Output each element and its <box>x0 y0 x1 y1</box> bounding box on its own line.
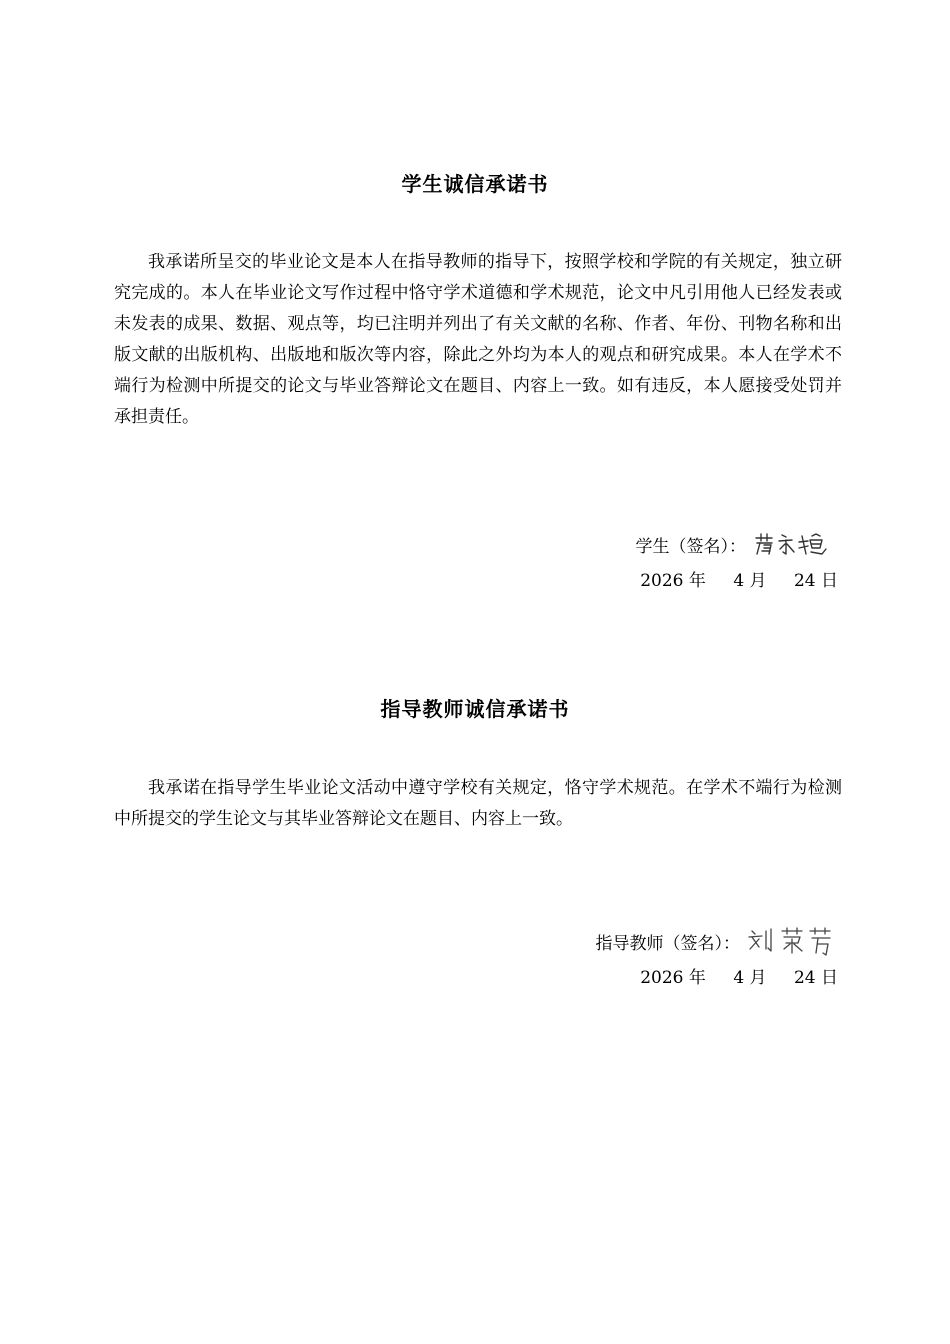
student-date-month-unit: 月 <box>749 571 767 591</box>
student-signature-image <box>752 530 838 558</box>
student-date-row <box>640 566 838 591</box>
student-date-year: 2026 <box>640 571 684 591</box>
advisor-pledge-title: 指导教师诚信承诺书 <box>380 697 570 721</box>
student-signature-label: 学生（签名）： <box>635 536 746 557</box>
advisor-signature-label: 指导教师（签名）： <box>595 933 740 954</box>
advisor-date-row <box>640 963 838 988</box>
student-pledge-title: 学生诚信承诺书 <box>401 172 549 196</box>
advisor-pledge-body: 我承诺在指导学生毕业论文活动中遵守学校有关规定，恪守学术规范。在学术不端行为检测中所提交的学生论文与其毕业答辩论文在题目、内容上一致。 <box>114 778 842 829</box>
advisor-date-day: 24 <box>793 968 816 988</box>
advisor-date-month: 4 <box>733 968 745 988</box>
advisor-date-year-unit: 年 <box>688 968 706 988</box>
student-pledge-body: 我承诺所呈交的毕业论文是本人在指导教师的指导下，按照学校和学院的有关规定，独立研究完成的。本人在毕业论文写作过程中恪守学术道德和学术规范，论文中凡引用他人已经发表或未发表的成果、数据、观点等，均已注明并列出了有关文献的名称、作者、年份、刊物名称和出版文献的出版机构、出版地和版次等内容，除此之外均为本人的观点和研究成果。本人在学术不端行为检测中所提交的论文与毕业答辩论文在题目、内容上一致。如有违反，本人愿接受处罚并承担责任。 <box>114 252 842 427</box>
advisor-date-month-unit: 月 <box>749 968 767 988</box>
student-signature-row <box>636 530 839 558</box>
student-date-day: 24 <box>793 571 816 591</box>
advisor-date-year: 2026 <box>640 968 684 988</box>
student-date-year-unit: 年 <box>688 571 706 591</box>
advisor-date-day-unit: 日 <box>821 968 838 988</box>
advisor-signature-image <box>746 925 838 957</box>
advisor-signature-row <box>596 925 839 957</box>
student-date-month: 4 <box>733 571 745 591</box>
student-date-day-unit: 日 <box>821 571 838 591</box>
